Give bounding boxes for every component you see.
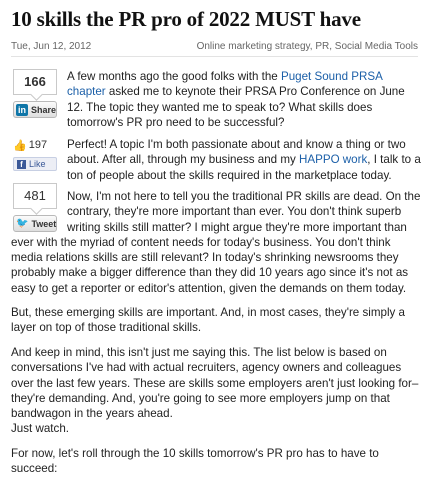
paragraph-text: asked me to keynote their PRSA Pro Conference on June 12. The topic they wanted me to speak to? What skills does tomorrow's PR pro need to be successful?	[67, 85, 405, 129]
facebook-like-label: Like	[29, 159, 46, 169]
thumbs-up-icon: 👍	[13, 139, 27, 152]
header-divider	[11, 56, 418, 57]
tag-separator: ,	[329, 41, 335, 52]
tag-separator: ,	[309, 41, 316, 52]
tag-link-social-media-tools[interactable]: Social Media Tools	[334, 41, 418, 52]
facebook-like-count: 197	[28, 139, 48, 151]
tag-list	[197, 41, 418, 52]
body-paragraph-1	[11, 69, 421, 131]
paragraph-text: A few months ago the good folks with the	[67, 70, 281, 83]
facebook-icon: f	[17, 160, 26, 169]
tweet-label: Tweet	[31, 218, 57, 229]
linkedin-share-count: 166	[13, 69, 57, 95]
tweet-count: 481	[13, 183, 57, 209]
body-paragraph-4: But, these emerging skills are important. And, in most cases, they're simply a layer on top of those traditional skills.	[11, 306, 405, 335]
prsa-chapter-link[interactable]: Puget Sound PRSA chapter	[67, 70, 383, 99]
body-paragraph-7: For now, let's roll through the 10 skills tomorrow's PR pro has to have to succeed:	[11, 447, 379, 476]
paragraph-text: Now, I'm not here to tell you the traditional PR skills are dead. On the contrary, they're more important than ever. You don't think superb writing skills still matter? I might argue they're more important than ever with the myriad of content needs for today's business. You don't think media relations skills are still relevant? In today's shrinking newsrooms they probably make a bigger difference than they did 10 years ago since it's not as easy to get a reporter or editor's attention, given the demands on them today.	[11, 190, 421, 295]
twitter-bird-icon: 🐦	[16, 218, 29, 229]
tag-link-pr[interactable]: PR	[315, 41, 330, 52]
tag-link-online-marketing[interactable]: Online marketing strategy	[196, 41, 310, 52]
happo-work-link[interactable]: HAPPO work	[299, 153, 368, 167]
linkedin-icon: in	[17, 104, 26, 115]
body-paragraph-2	[11, 137, 421, 183]
paragraph-text: Perfect! A topic I'm both passionate about and know a thing or two about. After all, through my business and my	[67, 138, 406, 167]
post-date: Tue, Jun 12, 2012	[11, 41, 92, 52]
body-paragraph-6: Just watch.	[11, 422, 69, 435]
article-title: 10 skills the PR pro of 2022 MUST have	[11, 7, 361, 31]
linkedin-share-label: Share	[30, 104, 56, 115]
body-paragraph-3	[11, 189, 421, 296]
paragraph-text: , I talk to a ton of people about the skills required in the marketplace today.	[67, 153, 421, 182]
body-paragraph-5: And keep in mind, this isn't just me saying this. The list below is based on conversations I've had with actual recruiters, agency owners and colleagues over the last few years. These are skills some employers aren't just looking for–they're demanding. And, you're going to see more employers jump on that bandwagon in the years ahead.	[11, 346, 419, 421]
